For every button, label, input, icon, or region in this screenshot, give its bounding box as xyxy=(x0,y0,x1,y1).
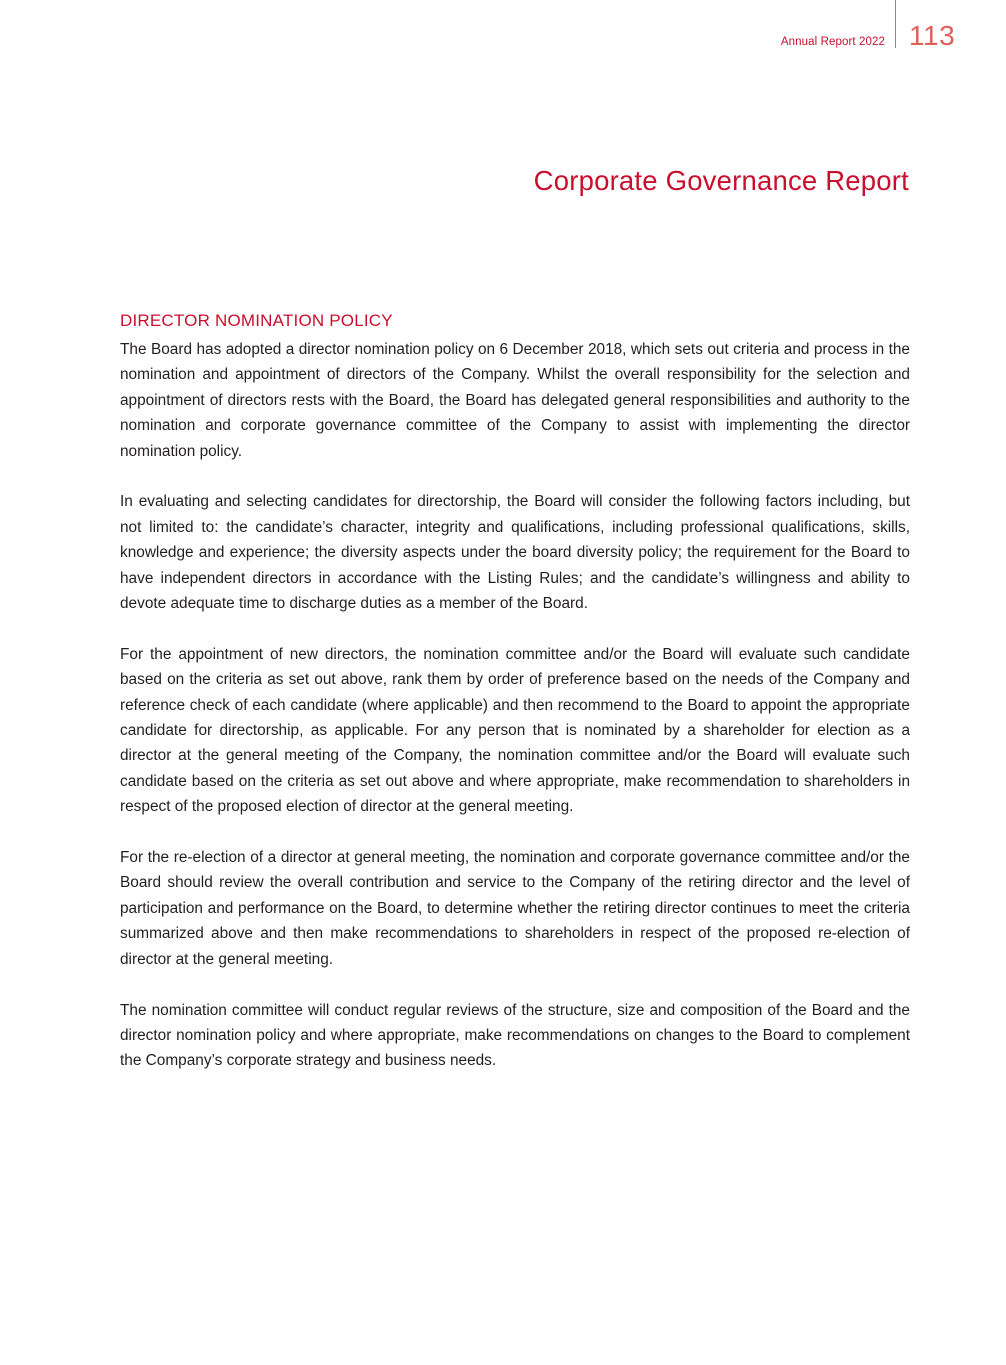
header-divider xyxy=(895,0,896,48)
page-title: Corporate Governance Report xyxy=(533,165,909,196)
paragraph: The nomination committee will conduct regular reviews of the structure, size and composition of the Board and the director nomination policy and where appropriate, make recommendations on changes to the Board to complement the Company’s corporate strategy and business needs. xyxy=(120,1001,910,1070)
paragraph: For the appointment of new directors, the nomination committee and/or the Board will evaluate such candidate based on the criteria as set out above, rank them by order of preference based on the needs of the Company and reference check of each candidate (where applicable) and then recommend to the Board to appoint the appropriate candidate for directorship, as applicable. For any person that is nominated by a shareholder for election as a director at the general meeting of the Company, the nomination committee and/or the Board will evaluate such candidate based on the criteria as set out above and where appropriate, make recommendation to shareholders in respect of the proposed election of director at the general meeting. xyxy=(120,645,910,816)
paragraph: The Board has adopted a director nomination policy on 6 December 2018, which sets out criteria and process in the nomination and appointment of directors of the Company. Whilst the overall responsibility for the selection and appointment of directors rests with the Board, the Board has delegated general responsibilities and authority to the nomination and corporate governance committee of the Company to assist with implementing the director nomination policy. xyxy=(120,341,910,460)
section-heading: DIRECTOR NOMINATION POLICY xyxy=(120,311,393,330)
paragraph: In evaluating and selecting candidates for directorship, the Board will consider the following factors including, but not limited to: the candidate’s character, integrity and qualifications, including professional qualifications, skills, knowledge and experience; the diversity aspects under the board diversity policy; the requirement for the Board to have independent directors in accordance with the Listing Rules; and the candidate’s willingness and ability to devote adequate time to discharge duties as a member of the Board. xyxy=(120,493,910,613)
running-header xyxy=(0,0,1006,60)
report-label: Annual Report 2022 xyxy=(780,36,885,48)
paragraph: For the re-election of a director at general meeting, the nomination and corporate governance committee and/or the Board should review the overall contribution and service to the Company of the retiring director and the level of participation and performance on the Board, to determine whether the retiring director continues to meet the criteria summarized above and then make recommendations to shareholders in respect of the proposed re-election of director at the general meeting. xyxy=(120,849,910,968)
main-content xyxy=(120,309,910,1099)
page-number: 113 xyxy=(909,20,956,51)
